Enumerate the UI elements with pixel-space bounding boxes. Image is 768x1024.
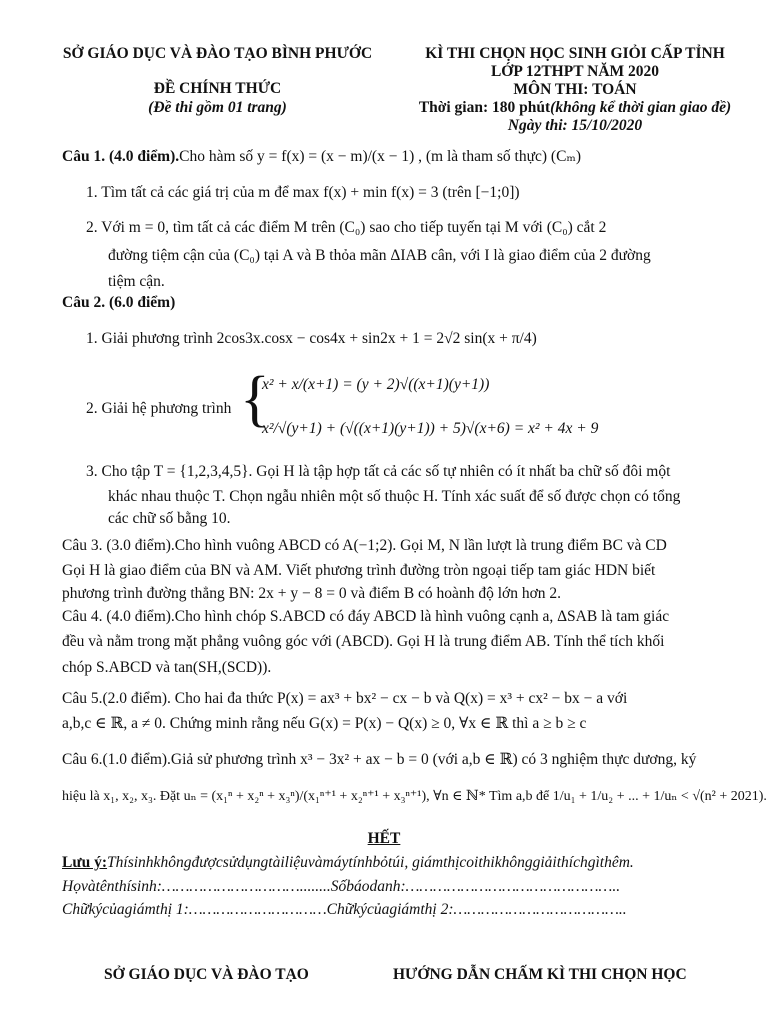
q4-line-3: chóp S.ABCD và tan(SH,(SCD)).	[62, 659, 272, 676]
q2-item-1: 1. Giải phương trình 2cos3x.cosx − cos4x + sin2x + 1 = 2√2 sin(x + π/4)	[86, 330, 537, 347]
q4-line-1: Câu 4. (4.0 điểm).Cho hình chóp S.ABCD có đáy ABCD là hình vuông cạnh a, ΔSAB là tam giác	[62, 608, 670, 625]
q1-item-2-end: tiệm cận.	[108, 273, 165, 290]
q6-line-1: Câu 6.(1.0 điểm).Giả sử phương trình x³ − 3x² + ax − b = 0 (với a,b ∈ ℝ) có 3 nghiệm thực dương, ký	[62, 751, 697, 768]
header-date: Ngày thi: 15/10/2020	[507, 117, 643, 134]
header-grade: LỚP 12THPT NĂM 2020	[490, 63, 660, 80]
q3-line-1: Câu 3. (3.0 điểm).Cho hình vuông ABCD có A(−1;2). Gọi M, N lần lượt là trung điểm BC và CD	[62, 537, 667, 554]
q2-heading: Câu 2. (6.0 điểm)	[62, 294, 176, 311]
signature-line: Chữkýcủagiámthị 1:…………………………Chữkýcủagiámthị 2:………………………………..	[62, 901, 627, 918]
end-marker: HẾT	[367, 830, 401, 847]
q6-line-2: hiệu là x₁, x₂, x₃. Đặt uₙ = (x₁ⁿ + x₂ⁿ + x₃ⁿ)/(x₁ⁿ⁺¹ + x₂ⁿ⁺¹ + x₃ⁿ⁺¹), ∀n ∈ ℕ* Tìm a,b để 1/u₁ + 1/u₂ + ... + 1/uₙ < √(n² + 2021).	[62, 789, 767, 804]
note-label: Lưu ý:	[62, 854, 108, 871]
q2-item-2-label: 2. Giải hệ phương trình	[86, 400, 232, 417]
q2-item-3-end: các chữ số bằng 10.	[108, 510, 231, 527]
q1-item-2-cont: đường tiệm cận của (C₀) tại A và B thỏa mãn ΔIAB cân, với I là giao điểm của 2 đường	[108, 247, 651, 264]
q2-item-3-cont: khác nhau thuộc T. Chọn ngẫu nhiên một số thuộc H. Tính xác suất để số được chọn có tổng	[108, 488, 681, 505]
header-exam-title: KÌ THI CHỌN HỌC SINH GIỎI CẤP TỈNH	[425, 45, 725, 62]
header-time	[405, 98, 745, 118]
q5-line-2: a,b,c ∈ ℝ, a ≠ 0. Chứng minh rằng nếu G(x) = P(x) − Q(x) ≥ 0, ∀x ∈ ℝ thì a ≥ b ≥ c	[62, 715, 587, 732]
q2-item-3: 3. Cho tập T = {1,2,3,4,5}. Gọi H là tập hợp tất cả các số tự nhiên có ít nhất ba chữ số đôi một	[86, 463, 671, 480]
q4-line-2: đều và nằm trong mặt phẳng vuông góc với (ABCD). Gọi H là trung điểm AB. Tính thể tích khối	[62, 633, 665, 650]
header-pages: (Đề thi gồm 01 trang)	[148, 99, 287, 116]
q1-intro	[62, 147, 581, 167]
note-text: Thísinhkhôngđượcsửdụngtàiliệuvàmáytínhbỏtúi, giámthịcoithikhônggiảithíchgìthêm.	[107, 854, 634, 871]
note-line	[62, 853, 634, 873]
header-subject: MÔN THI: TOÁN	[513, 81, 637, 98]
q2-system-eq-1: x² + x/(x+1) = (y + 2)√((x+1)(y+1))	[262, 376, 490, 393]
q1-item-2: 2. Với m = 0, tìm tất cả các điểm M trên (C₀) sao cho tiếp tuyến tại M với (C₀) cắt 2	[86, 219, 607, 236]
q3-line-2: Gọi H là giao điểm của BN và AM. Viết phương trình đường tròn ngoại tiếp tam giác HDN biết	[62, 562, 656, 579]
candidate-line: Họvàtênthísinh:…………………………........Sốbáodanh:………………………………………..	[62, 878, 621, 895]
header-official: ĐỀ CHÍNH THỨC	[153, 80, 282, 97]
footer-guide-title: HƯỚNG DẪN CHẤM KÌ THI CHỌN HỌC	[393, 966, 687, 983]
q2-system-eq-2: x²/√(y+1) + (√((x+1)(y+1)) + 5)√(x+6) = x² + 4x + 9	[262, 420, 599, 437]
header-time-value: Thời gian: 180 phút	[418, 99, 551, 116]
header-time-note: (không kể thời gian giao đề)	[550, 99, 732, 116]
footer-department: SỞ GIÁO DỤC VÀ ĐÀO TẠO	[104, 966, 309, 983]
q3-line-3: phương trình đường thẳng BN: 2x + y − 8 = 0 và điểm B có hoành độ lớn hơn 2.	[62, 585, 562, 602]
header-department: SỞ GIÁO DỤC VÀ ĐÀO TẠO BÌNH PHƯỚC	[62, 45, 373, 62]
q1-heading: Câu 1. (4.0 điểm).	[62, 148, 180, 165]
q1-item-1: 1. Tìm tất cả các giá trị của m để max f(x) + min f(x) = 3 (trên [−1;0])	[86, 184, 520, 201]
q1-statement: Cho hàm số y = f(x) = (x − m)/(x − 1) , (m là tham số thực) (Cₘ)	[179, 148, 582, 165]
q5-line-1: Câu 5.(2.0 điểm). Cho hai đa thức P(x) = ax³ + bx² − cx − b và Q(x) = x³ + cx² − bx − a với	[62, 690, 628, 707]
system-brace: {	[240, 365, 270, 433]
